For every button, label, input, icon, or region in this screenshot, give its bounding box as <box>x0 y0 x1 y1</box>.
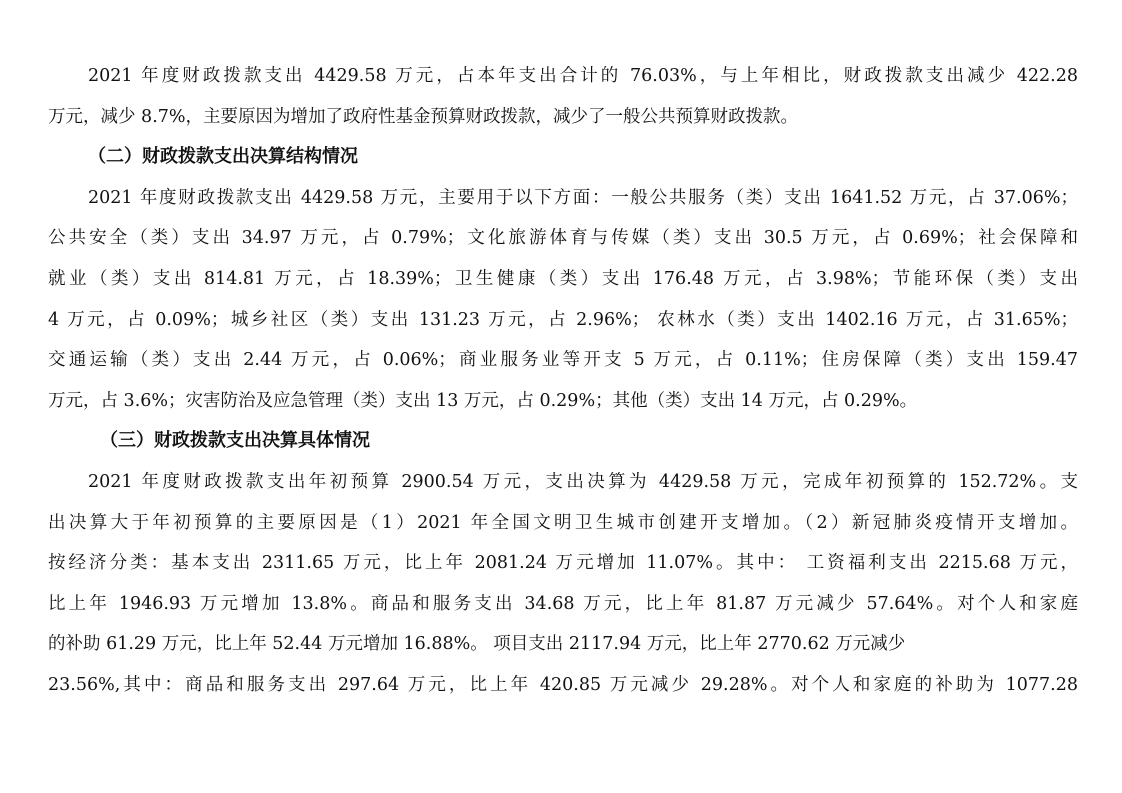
paragraph-line: 就业（类）支出 814.81 万元，占 18.39%；卫生健康（类）支出 176.48 万元，占 3.98%；节能环保（类）支出 <box>48 268 1078 289</box>
paragraph-line: 出决算大于年初预算的主要原因是（1）2021 年全国文明卫生城市创建开支增加。（2）新冠肺炎疫情开支增加。 <box>48 512 1078 533</box>
section-heading-details: （三）财政拨款支出决算具体情况 <box>100 430 370 452</box>
paragraph-1 <box>48 56 1078 137</box>
paragraph-line: 23.56%,其中：商品和服务支出 297.64 万元，比上年 420.85 万元减少 29.28%。对个人和家庭的补助为 1077.28 <box>48 674 1078 695</box>
paragraph-line: 2021 年度财政拨款支出 4429.58 万元，主要用于以下方面：一般公共服务（类）支出 1641.52 万元，占 37.06%； <box>88 187 1078 208</box>
paragraph-line: 的补助 61.29 万元，比上年 52.44 万元增加 16.88%。 项目支出 2117.94 万元，比上年 2770.62 万元减少 <box>48 634 906 655</box>
document-page <box>48 56 1078 706</box>
paragraph-2 <box>48 178 1078 422</box>
paragraph-3 <box>48 462 1078 706</box>
paragraph-line: 万元，占 3.6%；灾害防治及应急管理（类）支出 13 万元，占 0.29%；其他（类）支出 14 万元，占 0.29%。 <box>48 390 918 411</box>
paragraph-line: 2021 年度财政拨款支出年初预算 2900.54 万元，支出决算为 4429.58 万元，完成年初预算的 152.72%。支 <box>88 471 1078 492</box>
paragraph-line: 2021 年度财政拨款支出 4429.58 万元，占本年支出合计的 76.03%，与上年相比，财政拨款支出减少 422.28 <box>88 66 1078 86</box>
paragraph-line: 万元，减少 8.7%，主要原因为增加了政府性基金预算财政拨款，减少了一般公共预算财政拨款。 <box>48 106 799 127</box>
paragraph-line: 按经济分类：基本支出 2311.65 万元，比上年 2081.24 万元增加 11.07%。其中： 工资福利支出 2215.68 万元， <box>48 553 1078 574</box>
paragraph-line: 4 万元，占 0.09%；城乡社区（类）支出 131.23 万元，占 2.96%； 农林水（类）支出 1402.16 万元，占 31.65%； <box>48 309 1078 330</box>
paragraph-line: 公共安全（类）支出 34.97 万元，占 0.79%；文化旅游体育与传媒（类）支出 30.5 万元，占 0.69%；社会保障和 <box>48 228 1078 249</box>
paragraph-line: 比上年 1946.93 万元增加 13.8%。商品和服务支出 34.68 万元，比上年 81.87 万元减少 57.64%。对个人和家庭 <box>48 593 1078 614</box>
paragraph-line: 交通运输（类）支出 2.44 万元，占 0.06%；商业服务业等开支 5 万元，占 0.11%；住房保障（类）支出 159.47 <box>48 350 1078 371</box>
section-heading-structure: （二）财政拨款支出决算结构情况 <box>88 146 358 168</box>
